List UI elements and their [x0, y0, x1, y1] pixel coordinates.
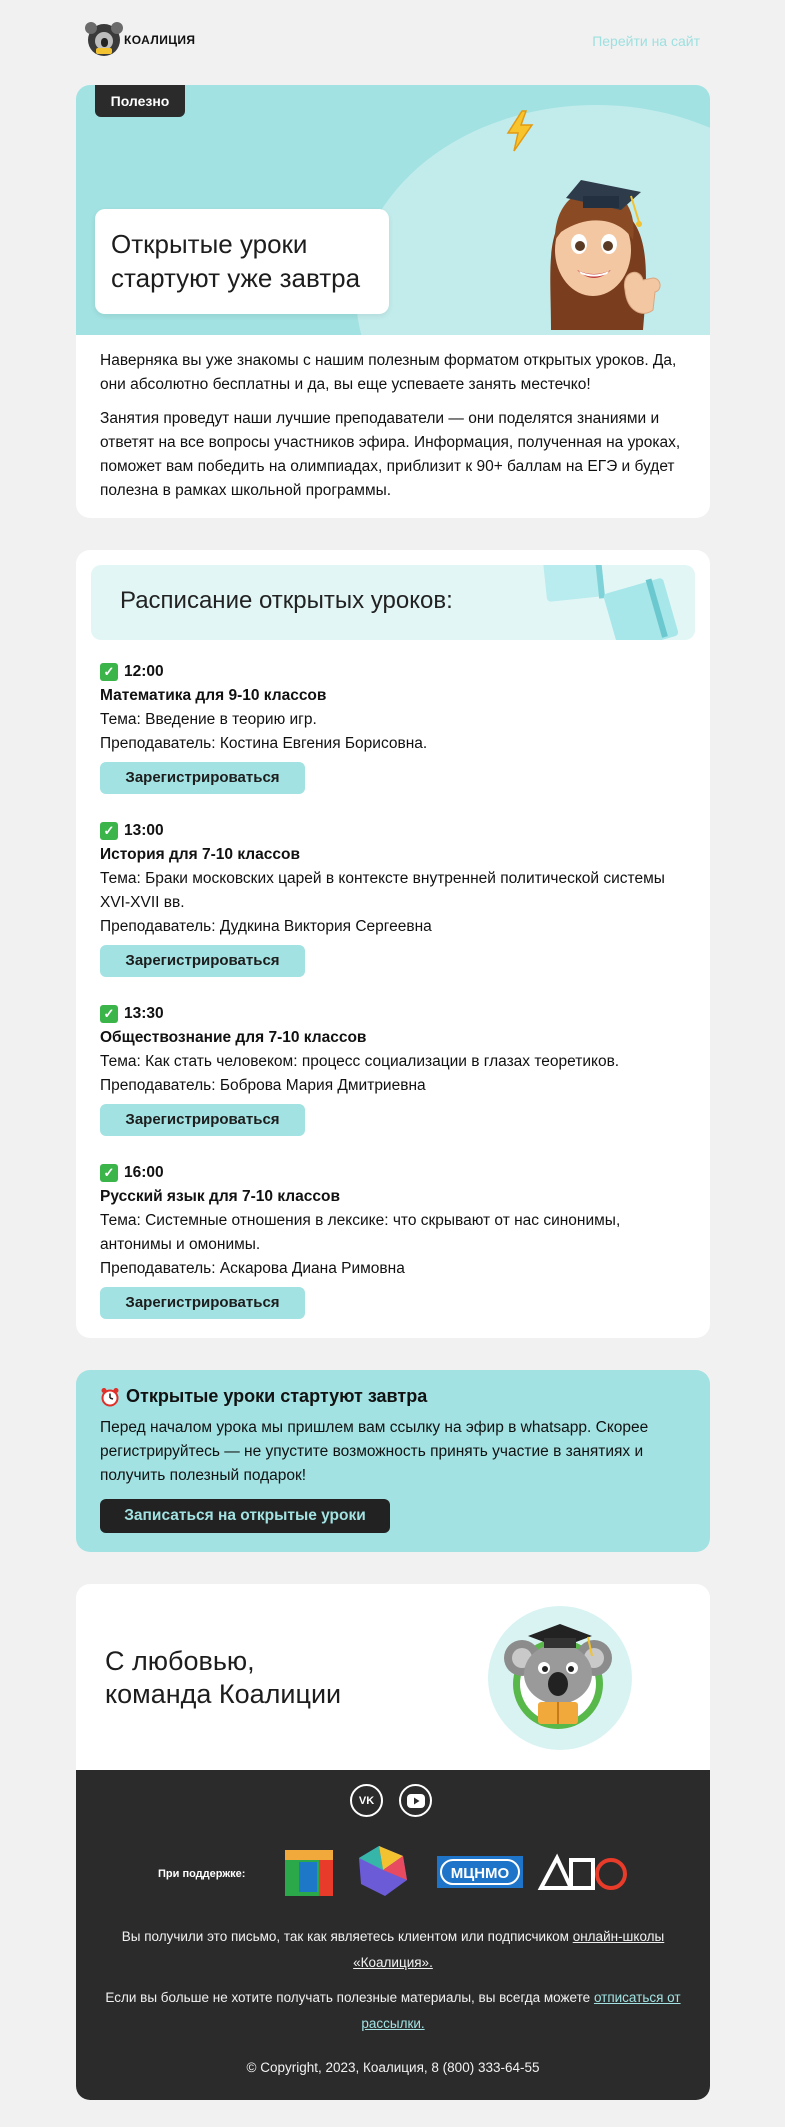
lesson-teacher: Преподаватель: Костина Евгения Борисовна.	[100, 735, 428, 752]
partner-logo-flower-icon	[359, 1846, 407, 1896]
hero-paragraph-2: Занятия проведут наши лучшие преподаватели — они поделятся знаниями и ответят на все вопросы участников эфира. Информация, полученная на уроках, поможет вам победить на олимпиадах, приблизит к 90+ баллам на ЕГЭ и будет полезна в рамках школьной программы.	[100, 410, 681, 499]
copyright-text: © Copyright, 2023, Коалиция,	[246, 2060, 428, 2075]
lesson-item	[100, 1002, 690, 1136]
copyright	[76, 2060, 710, 2075]
lesson-time-value: 16:00	[124, 1164, 164, 1181]
lesson-time	[100, 660, 690, 684]
register-button[interactable]: Зарегистрироваться	[100, 945, 305, 977]
useful-tag: Полезно	[95, 85, 185, 117]
lesson-topic: Тема: Браки московских царей в контексте внутренней политической системы XVI-XVII вв.	[100, 870, 665, 911]
hero-title-line2: стартуют уже завтра	[111, 263, 361, 293]
signoff-line2: команда Коалиции	[105, 1679, 342, 1709]
lesson-subject: Обществознание для 7-10 классов	[100, 1029, 367, 1046]
partner-logos	[279, 1844, 639, 1900]
koala-mascot	[488, 1606, 632, 1750]
partner-logo-dpo-icon	[541, 1858, 625, 1899]
lesson-topic: Тема: Системные отношения в лексике: что скрывают от нас синонимы, антонимы и омонимы.	[100, 1212, 621, 1253]
lesson-time-value: 13:00	[124, 822, 164, 839]
email-footer	[76, 1770, 710, 2100]
hero-title-line1: Открытые уроки	[111, 229, 308, 259]
register-button[interactable]: Зарегистрироваться	[100, 762, 305, 794]
support-label: При поддержке:	[158, 1868, 246, 1880]
signoff-line1: С любовью,	[105, 1646, 255, 1676]
signup-open-lessons-button[interactable]: Записаться на открытые уроки	[100, 1499, 390, 1533]
lesson-item	[100, 660, 690, 794]
school-link[interactable]: онлайн-школы «Коалиция».	[353, 1929, 665, 1970]
vk-icon[interactable]: VK	[350, 1784, 383, 1817]
youtube-icon[interactable]	[399, 1784, 432, 1817]
reminder-text: Перед началом урока мы пришлем вам ссылку на эфир в whatsapp. Скорее регистрируйтесь — не упустите возможность принять участие в занятиях и получить полезный подарок!	[100, 1419, 649, 1484]
schedule-header	[91, 565, 695, 640]
schedule-title: Расписание открытых уроков:	[120, 587, 453, 614]
reminder-title-text: Открытые уроки стартуют завтра	[126, 1386, 428, 1406]
hero-title-box	[95, 209, 389, 314]
lesson-subject: Математика для 9-10 классов	[100, 687, 327, 704]
phone-link[interactable]: 8 (800) 333-64-55	[431, 2060, 540, 2075]
lesson-item	[100, 1161, 690, 1319]
partner-dpo-text: ДПО	[579, 1898, 582, 1899]
register-button[interactable]: Зарегистрироваться	[100, 1287, 305, 1319]
logo-text: КОАЛИЦИЯ	[124, 33, 196, 47]
reminder-title	[100, 1386, 427, 1407]
footer-notice	[96, 1924, 690, 1976]
footer-unsubscribe	[96, 1985, 690, 2037]
unsubscribe-link[interactable]: отписаться от рассылки.	[361, 1990, 681, 2031]
footer-unsub-text: Если вы больше не хотите получать полезные материалы, вы всегда можете	[105, 1990, 591, 2005]
hero-text	[100, 349, 690, 503]
lesson-time	[100, 1161, 690, 1185]
register-button[interactable]: Зарегистрироваться	[100, 1104, 305, 1136]
lesson-time	[100, 819, 690, 843]
check-mark-icon: ✓	[100, 822, 118, 840]
lesson-item	[100, 819, 690, 977]
email-header	[88, 22, 705, 62]
lesson-time	[100, 1002, 690, 1026]
lesson-topic: Тема: Как стать человеком: процесс социализации в глазах теоретиков.	[100, 1053, 620, 1070]
check-mark-icon: ✓	[100, 1005, 118, 1023]
social-links	[350, 1784, 432, 1817]
lesson-time-value: 13:30	[124, 1005, 164, 1022]
books-icon	[535, 565, 685, 640]
lesson-time-value: 12:00	[124, 663, 164, 680]
lesson-subject: История для 7-10 классов	[100, 846, 300, 863]
reminder-card	[76, 1370, 710, 1552]
schedule-card	[76, 550, 710, 1338]
hero-title	[111, 227, 373, 295]
check-mark-icon: ✓	[100, 1164, 118, 1182]
lesson-teacher: Преподаватель: Дудкина Виктория Сергеевна	[100, 918, 432, 935]
teacher-avatar-icon	[521, 140, 671, 330]
partner-mcnmo-text: МЦНМО	[450, 1865, 510, 1882]
koalitsiya-logo[interactable]	[88, 24, 195, 56]
lesson-teacher: Преподаватель: Аскарова Диана Римовна	[100, 1260, 405, 1277]
lesson-subject: Русский язык для 7-10 классов	[100, 1188, 341, 1205]
koala-logo-icon	[88, 24, 120, 56]
signoff-card	[76, 1584, 710, 2100]
goto-site-link[interactable]: Перейти на сайт	[592, 33, 700, 49]
hero-card	[76, 85, 710, 518]
check-mark-icon: ✓	[100, 663, 118, 681]
alarm-clock-icon	[100, 1387, 120, 1407]
hero-banner	[76, 85, 710, 335]
hero-paragraph-1: Наверняка вы уже знакомы с нашим полезным форматом открытых уроков. Да, они абсолютно бесплатны и да, вы еще успеваете занять местечко!	[100, 352, 677, 393]
lesson-topic: Тема: Введение в теорию игр.	[100, 711, 317, 728]
footer-notice-text: Вы получили это письмо, так как являетесь клиентом или подписчиком	[121, 1929, 569, 1944]
partner-logo-cube-icon	[285, 1850, 333, 1896]
lesson-teacher: Преподаватель: Боброва Мария Дмитриевна	[100, 1077, 426, 1094]
signoff-text	[105, 1645, 341, 1711]
koala-mascot-icon	[488, 1606, 632, 1750]
youtube-play-icon	[407, 1794, 425, 1808]
